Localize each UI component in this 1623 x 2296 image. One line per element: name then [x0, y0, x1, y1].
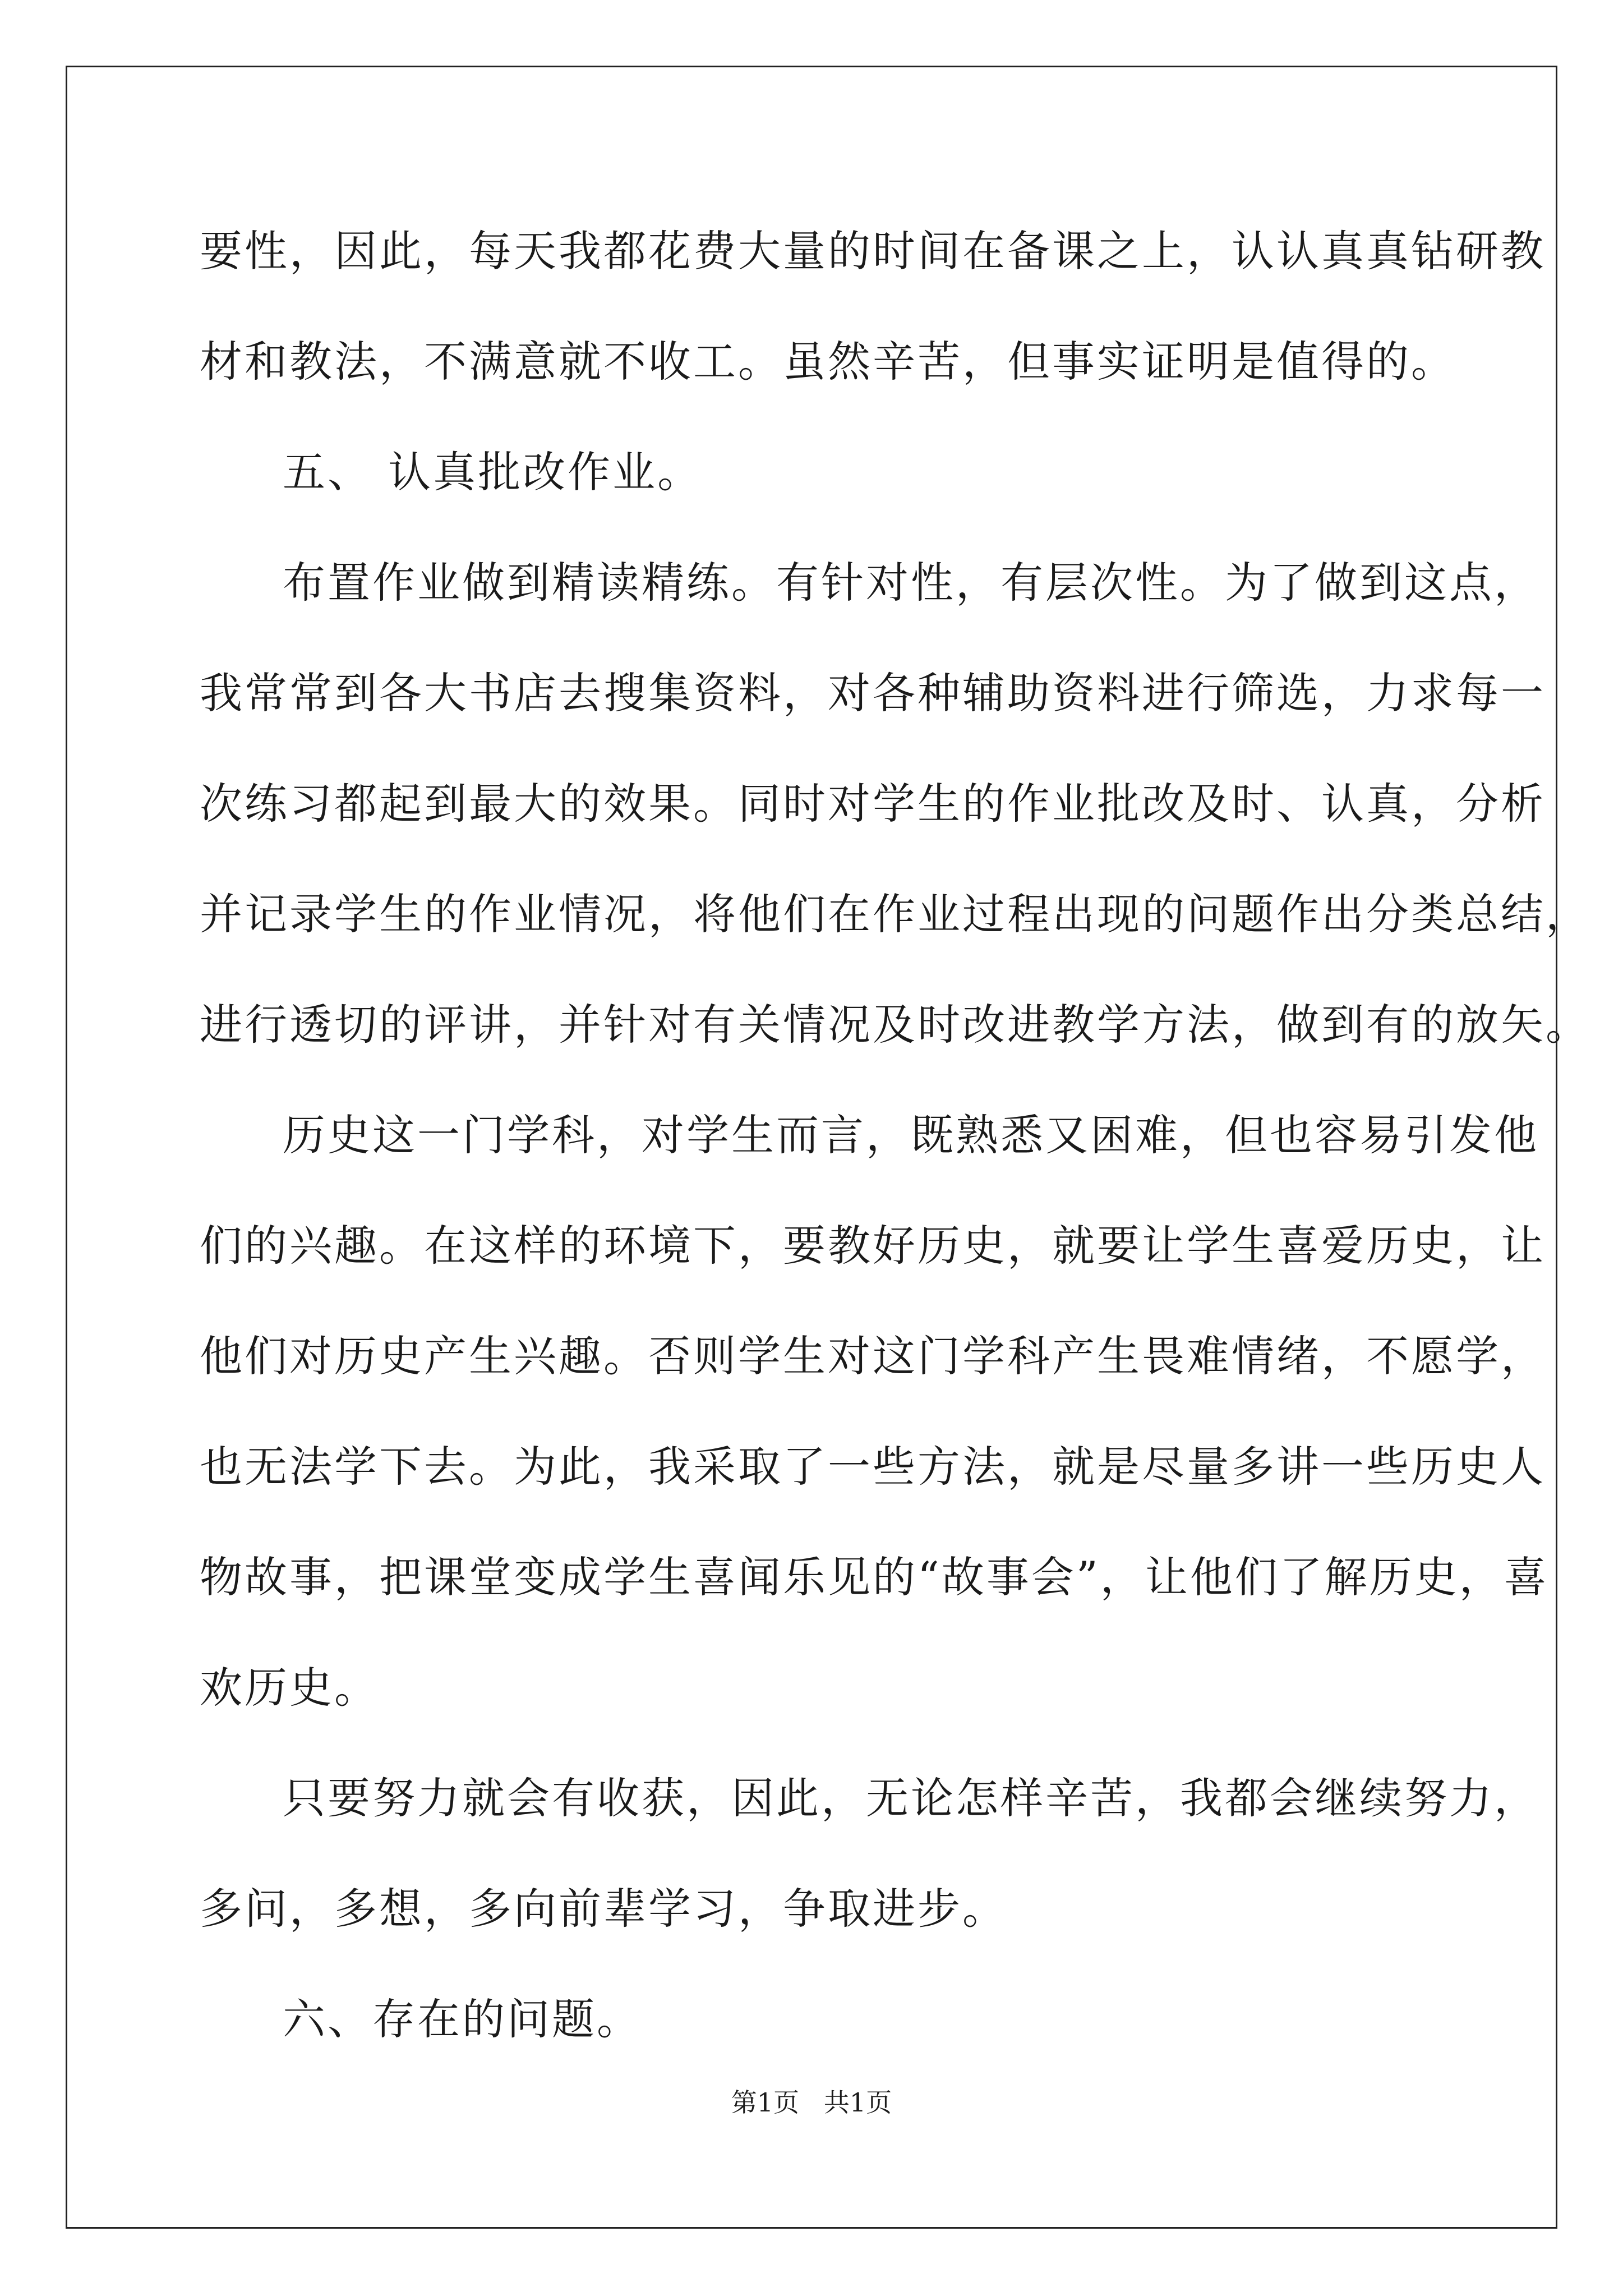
- text-line: 也无法学下去。为此，我采取了一些方法，就是尽量多讲一些历史人: [200, 1442, 1546, 1492]
- text-line: 们的兴趣。在这样的环境下，要教好历史，就要让学生喜爱历史，让: [200, 1221, 1546, 1271]
- section-heading: 五、 认真批改作业。: [283, 447, 703, 497]
- text-line: 历史这一门学科，对学生而言，既熟悉又困难，但也容易引发他: [283, 1110, 1539, 1160]
- page-footer: 第1页 共1页: [731, 2087, 892, 2118]
- text-line: 多问，多想，多向前辈学习，争取进步。: [200, 1884, 1007, 1934]
- text-line: 欢历史。: [200, 1663, 379, 1713]
- text-line: 物故事，把课堂变成学生喜闻乐见的“故事会”，让他们了解历史，喜: [200, 1552, 1549, 1602]
- text-line: 只要努力就会有收获，因此，无论怎样辛苦，我都会继续努力，: [283, 1773, 1539, 1823]
- text-line: 要性，因此，每天我都花费大量的时间在备课之上，认认真真钻研教: [200, 226, 1546, 276]
- section-heading: 六、存在的问题。: [283, 1994, 642, 2044]
- text-line: 进行透切的评讲，并针对有关情况及时改进教学方法，做到有的放矢。: [200, 1000, 1590, 1050]
- text-line: 并记录学生的作业情况，将他们在作业过程出现的问题作出分类总结，: [200, 889, 1590, 939]
- text-line: 布置作业做到精读精练。有针对性，有层次性。为了做到这点，: [283, 558, 1539, 608]
- text-line: 次练习都起到最大的效果。同时对学生的作业批改及时、认真，分析: [200, 779, 1546, 829]
- text-line: 材和教法，不满意就不收工。虽然辛苦，但事实证明是值得的。: [200, 337, 1456, 386]
- text-line: 我常常到各大书店去搜集资料，对各种辅助资料进行筛选，力求每一: [200, 668, 1546, 718]
- text-line: 他们对历史产生兴趣。否则学生对这门学科产生畏难情绪，不愿学，: [200, 1331, 1546, 1381]
